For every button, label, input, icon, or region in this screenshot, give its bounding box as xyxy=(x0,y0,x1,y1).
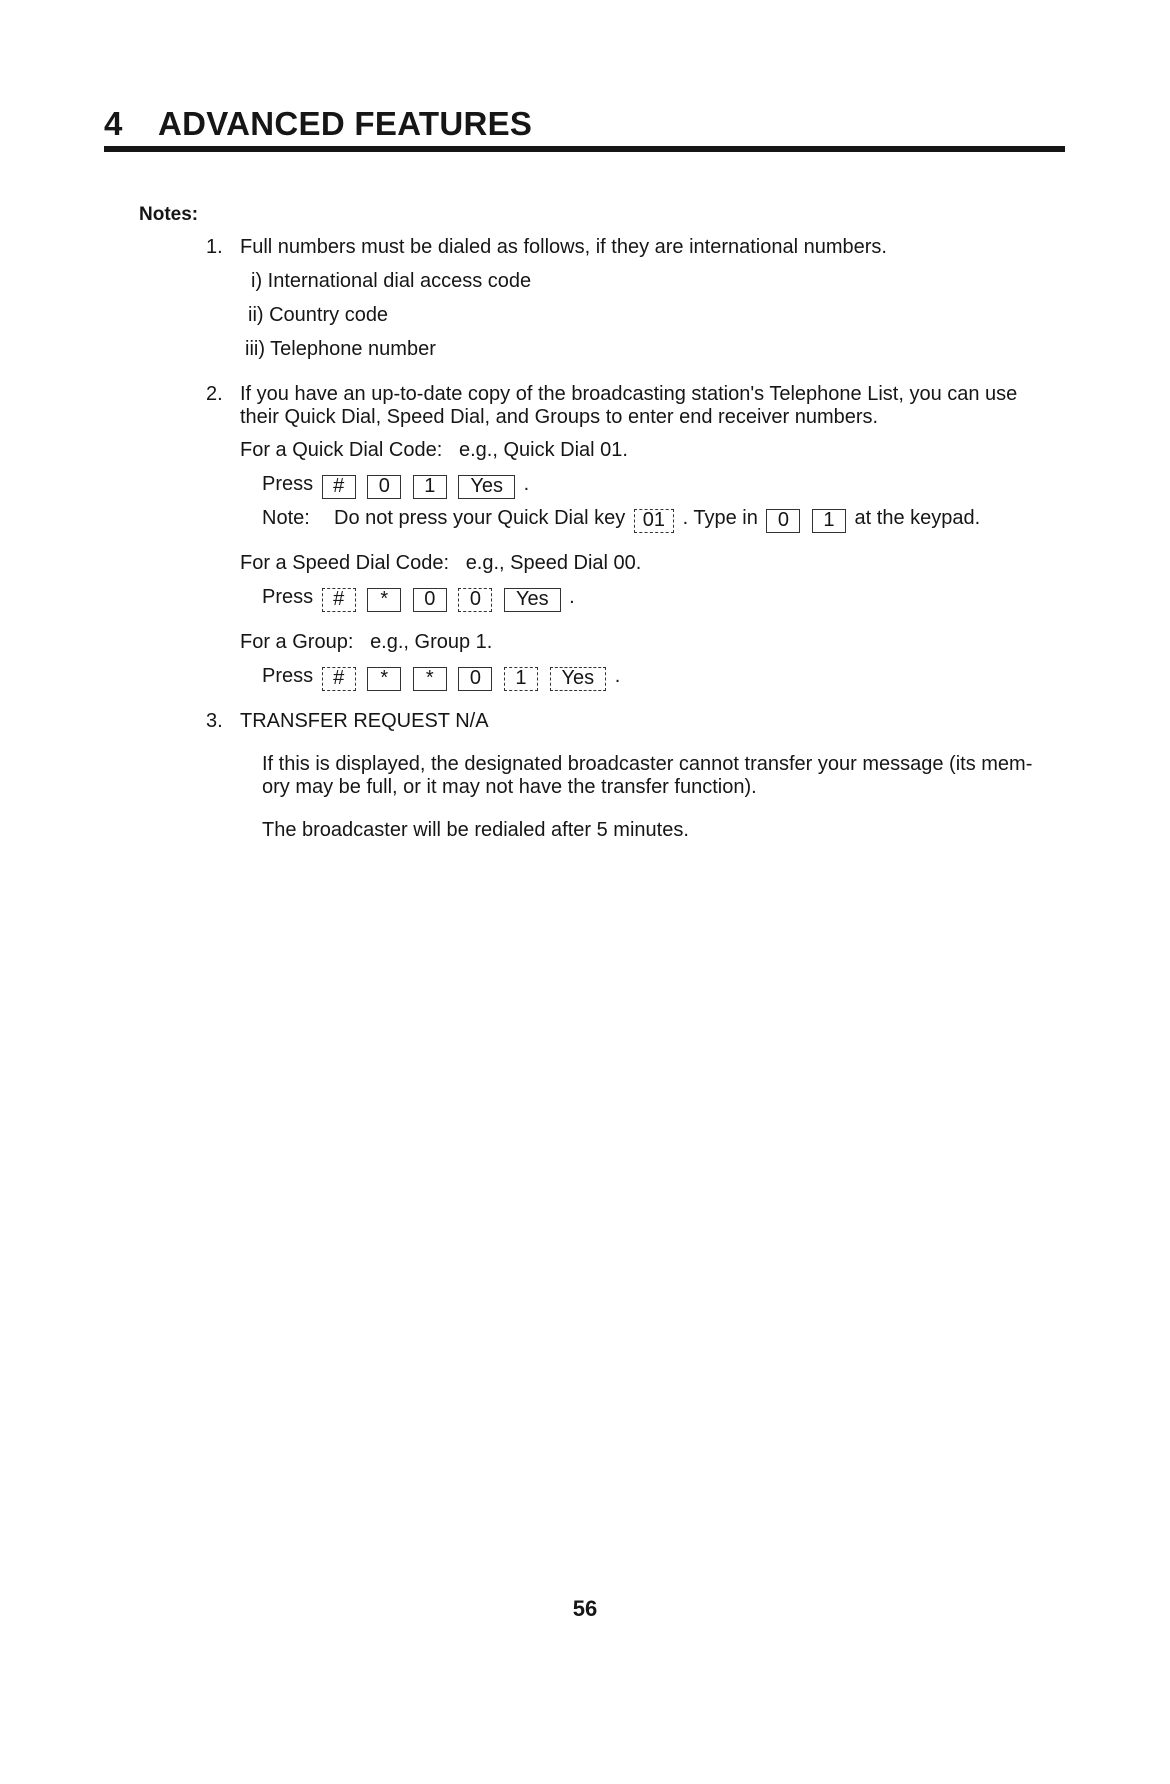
group-label: For a Group: xyxy=(240,631,354,653)
hash-key: # xyxy=(322,588,356,612)
note-1-number: 1. xyxy=(206,236,223,258)
note-3-title: TRANSFER REQUEST N/A xyxy=(240,710,489,732)
note-3-number: 3. xyxy=(206,710,223,732)
note-3-para-1-line-2: ory may be full, or it may not have the transfer function). xyxy=(262,776,757,798)
note-2-number: 2. xyxy=(206,383,223,405)
note-1-item-3: iii) Telephone number xyxy=(245,338,436,360)
speed-dial-example: e.g., Speed Dial 00. xyxy=(465,552,642,574)
chapter-number: 4 xyxy=(104,105,123,142)
one-key: 1 xyxy=(812,509,846,533)
note-label: Note: xyxy=(262,507,310,529)
yes-key: Yes xyxy=(550,667,607,691)
speed-dial-press-line xyxy=(262,585,575,612)
period: . xyxy=(569,586,575,608)
header-rule xyxy=(104,146,1065,152)
star-key: * xyxy=(413,667,447,691)
chapter-title: ADVANCED FEATURES xyxy=(158,105,533,142)
note-2-line-2: their Quick Dial, Speed Dial, and Groups to enter end receiver numbers. xyxy=(240,406,879,428)
group-line xyxy=(240,630,492,654)
star-key: * xyxy=(367,667,401,691)
quick-dial-example: e.g., Quick Dial 01. xyxy=(458,439,628,461)
note-3 xyxy=(206,709,489,733)
quick-dial-note-line xyxy=(262,506,980,533)
one-key: 1 xyxy=(504,667,538,691)
yes-key: Yes xyxy=(458,475,515,499)
speed-dial-line xyxy=(240,551,641,575)
note-3-para-2: The broadcaster will be redialed after 5 minutes. xyxy=(262,819,689,841)
speed-dial-label: For a Speed Dial Code: xyxy=(240,552,450,574)
quick-dial-01-key: 01 xyxy=(634,509,674,533)
notes-heading: Notes: xyxy=(139,204,199,225)
note-3-para-1-line-1: If this is displayed, the designated broadcaster cannot transfer your message (its mem- xyxy=(262,753,1033,775)
one-key: 1 xyxy=(413,475,447,499)
zero-key: 0 xyxy=(413,588,447,612)
note-1 xyxy=(206,235,887,259)
zero-key: 0 xyxy=(458,588,492,612)
note-mid: . Type in xyxy=(682,507,758,529)
note-1-item-1: i) International dial access code xyxy=(251,270,532,292)
hash-key: # xyxy=(322,475,356,499)
note-2 xyxy=(206,382,1017,406)
note-1-item-2: ii) Country code xyxy=(248,304,389,326)
period: . xyxy=(614,665,621,687)
zero-key: 0 xyxy=(458,667,492,691)
quick-dial-label: For a Quick Dial Code: xyxy=(240,439,443,461)
yes-key: Yes xyxy=(504,588,561,612)
press-label: Press xyxy=(262,586,314,608)
group-press-line xyxy=(262,664,620,691)
note-2-line-1: If you have an up-to-date copy of the broadcasting station's Telephone List, you can use xyxy=(240,383,1018,405)
chapter-heading xyxy=(104,104,532,144)
quick-dial-press-line xyxy=(262,472,529,499)
note-1-text: Full numbers must be dialed as follows, if they are international numbers. xyxy=(240,236,887,258)
zero-key: 0 xyxy=(766,509,800,533)
page-number: 56 xyxy=(572,1596,598,1621)
zero-key: 0 xyxy=(367,475,401,499)
note-text: Do not press your Quick Dial key xyxy=(334,507,626,529)
group-example: e.g., Group 1. xyxy=(370,631,493,653)
note-end: at the keypad. xyxy=(854,507,981,529)
hash-key: # xyxy=(322,667,356,691)
press-label: Press xyxy=(262,473,314,495)
period: . xyxy=(523,473,530,495)
star-key: * xyxy=(367,588,401,612)
quick-dial-line xyxy=(240,438,628,462)
press-label: Press xyxy=(262,665,314,687)
